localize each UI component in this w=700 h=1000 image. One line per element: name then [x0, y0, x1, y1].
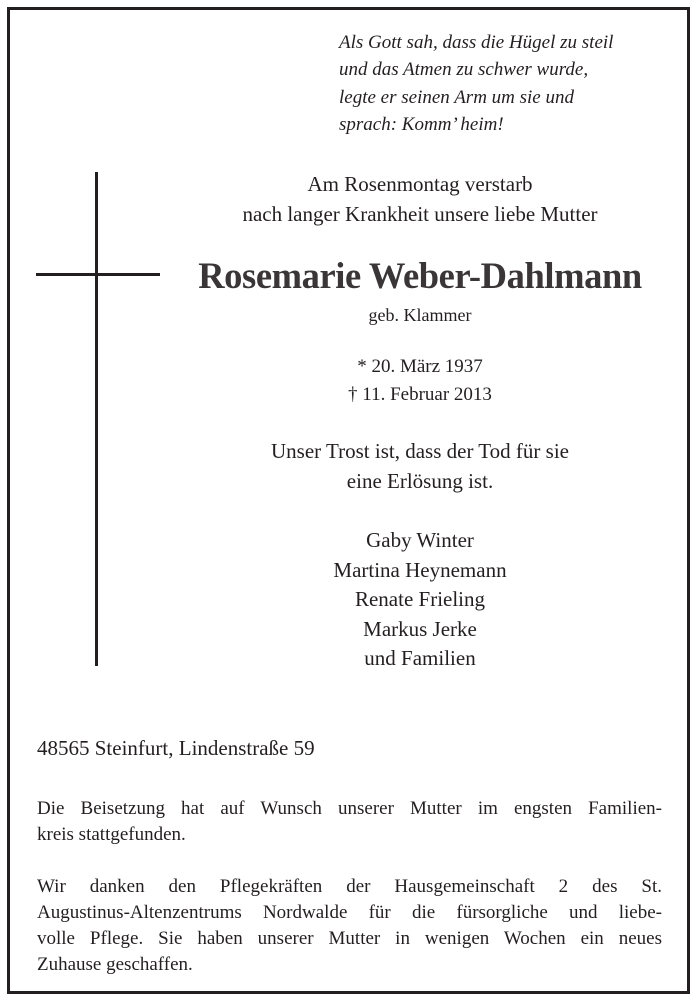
poem-line: legte er seinen Arm um sie und: [339, 86, 574, 108]
thanks-note-line: Wir danken den Pflegekräften der Hausgemeinschaft 2 des St.: [37, 876, 662, 897]
life-dates: [180, 353, 660, 409]
death-announcement-intro: [180, 169, 660, 229]
comfort-line: eine Erlösung ist.: [346, 469, 494, 493]
comfort-line: Unser Trost ist, dass der Tod für sie: [271, 439, 569, 463]
family-address: 48565 Steinfurt, Lindenstraße 59: [37, 736, 315, 760]
death-date: † 11. Februar 2013: [348, 384, 492, 405]
funeral-note-line: Die Beisetzung hat auf Wunsch unserer Mutter im engsten Familien-: [37, 798, 662, 819]
mourner-name: Martina Heynemann: [333, 557, 507, 582]
cross-icon: [95, 172, 98, 666]
birth-date: * 20. März 1937: [357, 356, 483, 377]
funeral-note-line: kreis stattgefunden.: [37, 824, 186, 845]
intro-line: nach langer Krankheit unsere liebe Mutter: [242, 202, 598, 226]
deceased-name: Rosemarie Weber-Dahlmann: [198, 255, 642, 296]
cross-icon-bar: [36, 273, 160, 276]
thanks-note-line: volle Pflege. Sie haben unserer Mutter in wenigen Wochen ein neues: [37, 928, 662, 949]
poem-line: Als Gott sah, dass die Hügel zu steil: [339, 32, 614, 53]
poem: [339, 29, 684, 138]
thanks-note-line: Augustinus-Altenzentrums Nordwalde für die fürsorgliche und liebe-: [37, 902, 662, 923]
mourner-name: Renate Frieling: [354, 587, 486, 611]
mourner-name: und Familien: [364, 646, 476, 670]
poem-line: sprach: Komm’ heim!: [339, 113, 504, 135]
mourner-name: Gaby Winter: [366, 528, 474, 552]
maiden-name: geb. Klammer: [368, 305, 472, 325]
poem-line: und das Atmen zu schwer wurde,: [339, 59, 589, 81]
mourners-list: [180, 526, 660, 674]
comfort-text: [180, 436, 660, 496]
thanks-note: [37, 874, 662, 978]
thanks-note-line: Zuhause geschaffen.: [37, 954, 193, 975]
intro-line: Am Rosenmontag verstarb: [307, 172, 533, 196]
funeral-note: [37, 796, 662, 848]
mourner-name: Markus Jerke: [363, 616, 477, 641]
